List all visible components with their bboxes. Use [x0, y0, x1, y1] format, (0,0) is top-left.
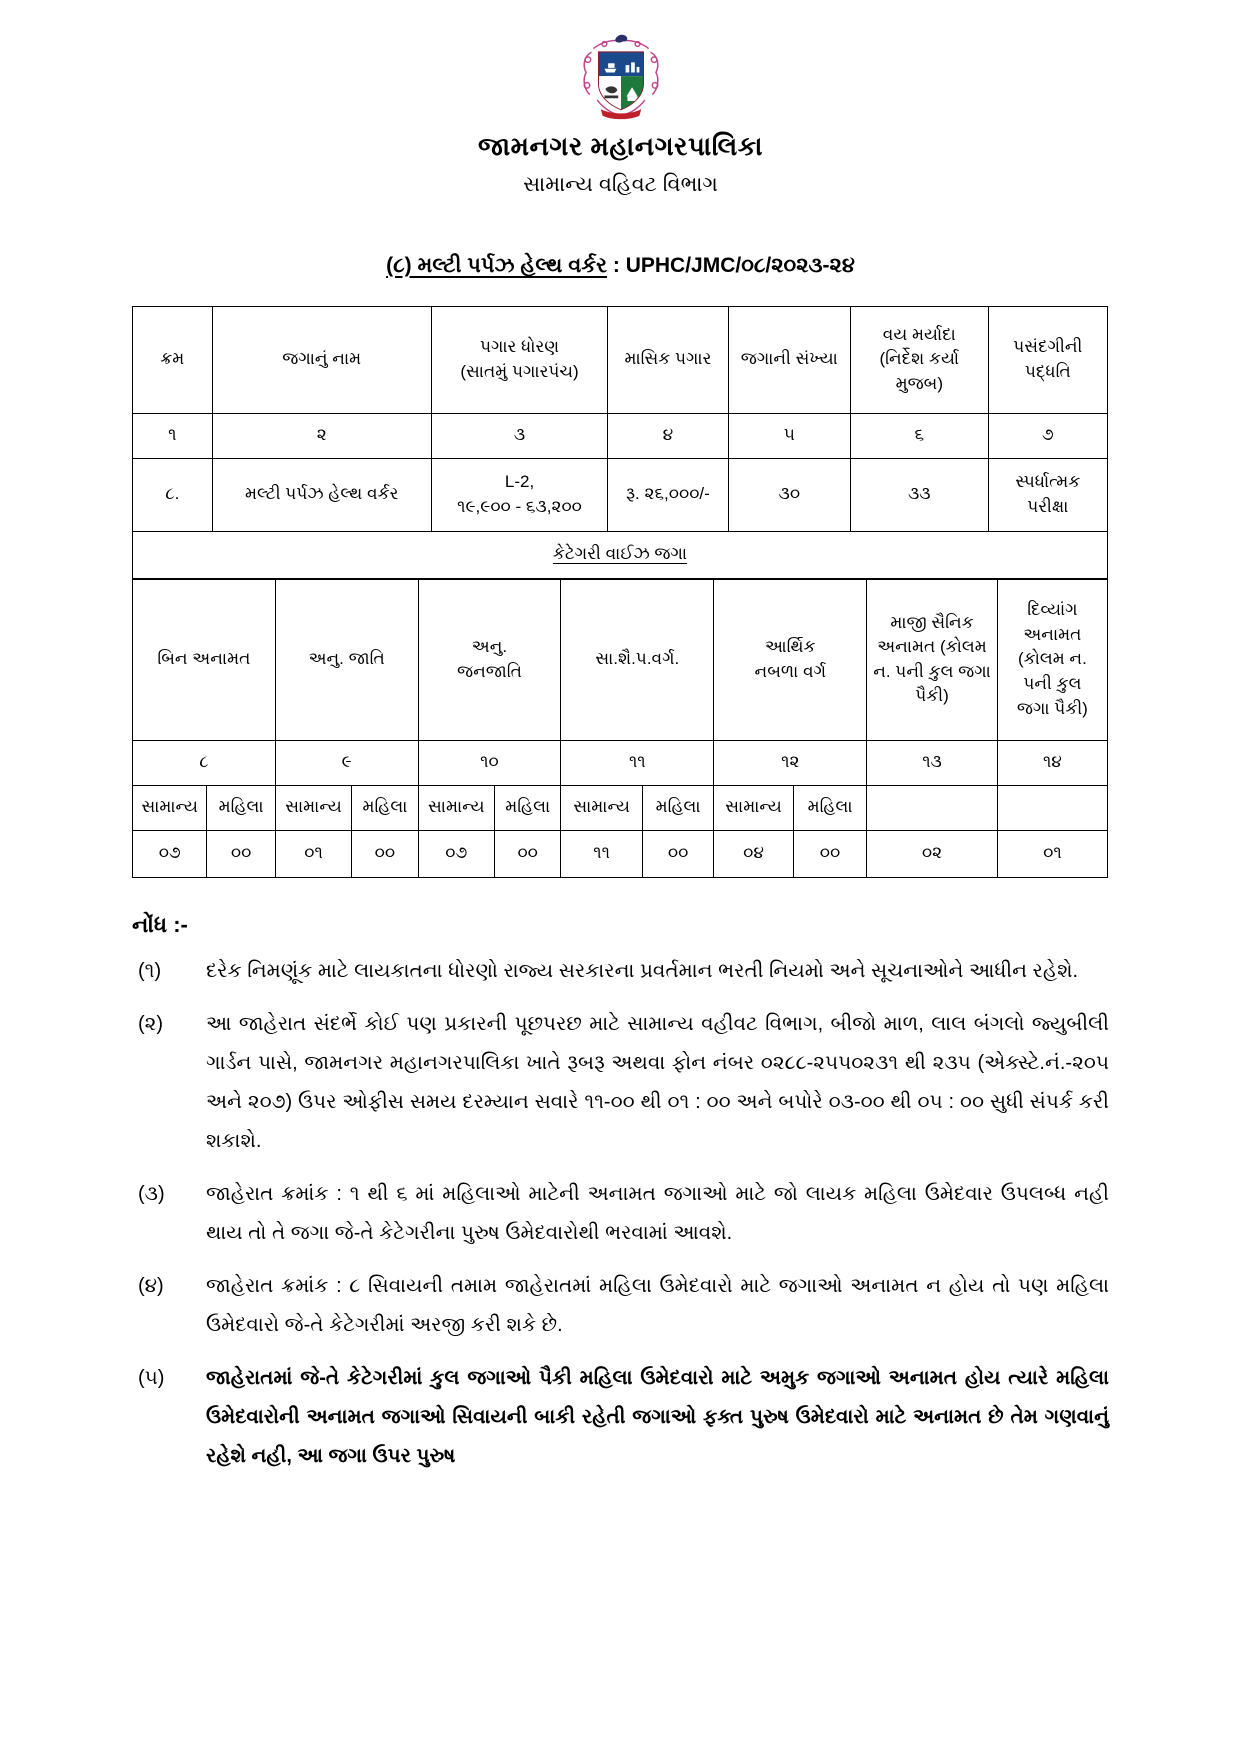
header-cell-monthly-pay: [608, 306, 728, 413]
jamnagar-municipal-corporation-emblem: [575, 32, 667, 124]
value-anu-janjati-general: ૦૭: [418, 830, 494, 877]
table-data-row: [133, 458, 1108, 531]
cat-header-line: અનુ.: [471, 637, 508, 657]
note-number: (૫): [138, 1366, 165, 1389]
subheader-general: સામાન્ય: [714, 785, 794, 830]
category-banner-text: કેટેગરી વાઈઝ જગા: [552, 544, 688, 564]
category-banner-cell: [133, 531, 1108, 578]
subheader-general: સામાન્ય: [275, 785, 351, 830]
category-banner-row: [133, 531, 1108, 578]
cat-header-divyang: [997, 579, 1107, 740]
cat-header-line: જનજાતિ: [457, 661, 522, 681]
value-bin-anamat-female: ૦૦: [207, 830, 275, 877]
col-number: ૭: [988, 413, 1107, 458]
post-title-line: [132, 254, 1109, 278]
note-item: [132, 1175, 1109, 1253]
header-line: પગાર ધોરણ: [479, 337, 560, 357]
cell-kram: ૮.: [133, 458, 213, 531]
cell-monthly-pay: રૂ. ૨૬,૦૦૦/-: [608, 458, 728, 531]
pay-scale-line: ૧૯,૯૦૦ - ૬૩,૨૦૦: [457, 496, 582, 516]
notes-heading: નોંધ :-: [132, 911, 188, 937]
header-cell-total-posts: [728, 306, 850, 413]
cat-col-number: ૮: [133, 740, 276, 785]
value-sebc-general: ૧૧: [561, 830, 643, 877]
cat-header-line: સા.શૈ.પ.વર્ગ.: [595, 649, 680, 669]
advertisement-code: UPHC/JMC/૦૮/૨૦૨૩-૨૪: [625, 253, 855, 277]
category-column-number-row: [133, 740, 1108, 785]
note-text: દરેક નિમણૂંક માટે લાયકાતના ધોરણો રાજ્ય સરકારના પ્રવર્તમાન ભરતી નિયમો અને સૂચનાઓને આધીન રહેશે.: [206, 959, 1079, 982]
cat-header-line: અનામત: [1023, 624, 1082, 644]
header-line: (સાતમું પગારપંચ): [460, 361, 579, 381]
cat-col-number: ૧૩: [867, 740, 998, 785]
subheader-female: મહિલા: [352, 785, 418, 830]
note-number: (૩): [138, 1182, 165, 1205]
subheader-female: મહિલા: [495, 785, 561, 830]
value-anu-jati-female: ૦૦: [352, 830, 418, 877]
post-details-table: [132, 306, 1108, 579]
header-line: માસિક પગાર: [624, 349, 712, 369]
note-text: જાહેરાત ક્રમાંક : ૮ સિવાયની તમામ જાહેરાતમાં મહિલા ઉમેદવારો માટે જગાઓ અનામત ન હોય તો પણ મહિલા ઉમેદવારો જે-તે કેટેગરીમાં અરજી કરી શકે છે.: [206, 1274, 1109, 1336]
note-number: (૪): [138, 1274, 164, 1297]
subheader-blank: [867, 785, 998, 830]
note-text: આ જાહેરાત સંદર્ભે કોઈ પણ પ્રકારની પૂછપરછ માટે સામાન્ય વહીવટ વિભાગ, બીજો માળ, લાલ બંગલો જ્યુબીલી ગાર્ડન પાસે, જામનગર મહાનગરપાલિકા ખાતે રૂબરૂ અથવા ફોન નંબર ૦૨૮૮-૨૫૫૦૨૩૧ થી ૨૩૫ (એક્સ્ટે.નં.-૨૦૫ અને ૨૦૭) ઉપર ઓફીસ સમય દરમ્યાન સવારે ૧૧-૦૦ થી ૦૧ : ૦૦ અને બપોરે ૦૩-૦૦ થી ૦૫ : ૦૦ સુધી સંપર્ક કરી શકાશે.: [206, 1012, 1109, 1152]
header-line: વય મર્યાદા: [882, 324, 956, 344]
value-bin-anamat-general: ૦૭: [133, 830, 207, 877]
department-subtitle: સામાન્ય વહિવટ વિભાગ: [523, 172, 718, 196]
cat-col-number: ૧૨: [714, 740, 867, 785]
cat-header-line: માજી સૈનિક: [890, 612, 974, 632]
value-ews-general: ૦૪: [714, 830, 794, 877]
cat-header-line: અનુ. જાતિ: [308, 649, 385, 669]
post-title-text: (૮) મલ્ટી પર્પઝ હેલ્થ વર્કર: [386, 253, 607, 277]
col-number: ૫: [728, 413, 850, 458]
header-line: પસંદગીની: [1013, 337, 1083, 357]
cat-header-ex-serviceman: [867, 579, 998, 740]
header-cell-post-name: [212, 306, 431, 413]
subheader-general: સામાન્ય: [561, 785, 643, 830]
subheader-blank: [997, 785, 1107, 830]
col-number: ૨: [212, 413, 431, 458]
cell-total-posts: ૩૦: [728, 458, 850, 531]
cat-col-number: ૧૦: [418, 740, 561, 785]
cell-age-limit: ૩૩: [850, 458, 988, 531]
selection-line: સ્પર્ધાત્મક: [1015, 472, 1081, 492]
post-title-separator: :: [612, 253, 620, 277]
value-ews-female: ૦૦: [793, 830, 866, 877]
cat-header-line: પની કુલ: [1023, 674, 1082, 694]
note-number: (૧): [138, 959, 162, 982]
note-item: [132, 952, 1109, 991]
subheader-general: સામાન્ય: [133, 785, 207, 830]
cat-header-ews: [714, 579, 867, 740]
cat-header-line: ન. પની કુલ જગા: [873, 661, 991, 681]
category-wise-table: [132, 579, 1108, 878]
subheader-female: મહિલા: [793, 785, 866, 830]
subheader-general: સામાન્ય: [418, 785, 494, 830]
category-values-row: [133, 830, 1108, 877]
header-line: (નિર્દેશ કર્યા: [879, 349, 960, 369]
cat-header-line: દિવ્યાંગ: [1027, 600, 1078, 620]
cat-col-number: ૧૪: [997, 740, 1107, 785]
organization-title: જામનગર મહાનગરપાલિકા: [477, 131, 763, 161]
col-number: ૪: [608, 413, 728, 458]
note-text: જાહેરાતમાં જે-તે કેટેગરીમાં કુલ જગાઓ પૈકી મહિલા ઉમેદવારો માટે અમુક જગાઓ અનામત હોય ત્યારે મહિલા ઉમેદવારોની અનામત જગાઓ સિવાયની બાકી રહેતી જગાઓ ફક્ત પુરુષ ઉમેદવારો માટે અનામત છે તેમ ગણવાનું રહેશે નહી, આ જગા ઉપર પુરુષ: [206, 1366, 1109, 1467]
header-line: ક્રમ: [160, 349, 185, 369]
col-number: ૩: [431, 413, 607, 458]
cat-header-line: જગા પૈકી): [1016, 698, 1088, 718]
cat-header-line: (કોલમ ન.: [1017, 649, 1087, 669]
cat-header-line: પૈકી): [915, 686, 949, 706]
cell-selection-method: [988, 458, 1107, 531]
selection-line: પરીક્ષા: [1027, 496, 1069, 516]
notes-list: [132, 952, 1109, 1476]
cell-post-name: મલ્ટી પર્પઝ હેલ્થ વર્કર: [212, 458, 431, 531]
cat-header-line: નબળા વર્ગ: [754, 661, 826, 681]
cell-pay-scale: [431, 458, 607, 531]
col-number: ૬: [850, 413, 988, 458]
header-line: જગાની સંખ્યા: [740, 349, 838, 369]
col-number: ૧: [133, 413, 213, 458]
subheader-female: મહિલા: [642, 785, 713, 830]
note-item: [132, 1005, 1109, 1161]
category-subheader-row: [133, 785, 1108, 830]
value-anu-jati-general: ૦૧: [275, 830, 351, 877]
header-cell-kram: [133, 306, 213, 413]
cat-header-anu-janjati: [418, 579, 561, 740]
emblem-container: [132, 32, 1109, 124]
value-sebc-female: ૦૦: [642, 830, 713, 877]
subheader-female: મહિલા: [207, 785, 275, 830]
cat-header-line: અનામત (કોલમ: [877, 637, 987, 657]
note-item: [132, 1359, 1109, 1476]
header-line: મુજબ): [895, 374, 943, 394]
header-cell-pay-scale: [431, 306, 607, 413]
table-column-number-row: [133, 413, 1108, 458]
cat-header-anu-jati: [275, 579, 418, 740]
value-anu-janjati-female: ૦૦: [495, 830, 561, 877]
cat-header-sebc: [561, 579, 714, 740]
value-divyang: ૦૧: [997, 830, 1107, 877]
table-header-row: [133, 306, 1108, 413]
category-header-row: [133, 579, 1108, 740]
cat-header-line: બિન અનામત: [157, 649, 251, 669]
header-line: પદ્ધતિ: [1024, 361, 1071, 381]
header-line: જગાનું નામ: [282, 349, 362, 369]
note-number: (૨): [138, 1012, 164, 1035]
cat-col-number: ૯: [275, 740, 418, 785]
note-text: જાહેરાત ક્રમાંક : ૧ થી ૬ માં મહિલાઓ માટેની અનામત જગાઓ માટે જો લાયક મહિલા ઉમેદવાર ઉપલબ્ધ નહી થાય તો તે જગા જે-તે કેટેગરીના પુરુષ ઉમેદવારોથી ભરવામાં આવશે.: [206, 1182, 1109, 1244]
cat-col-number: ૧૧: [561, 740, 714, 785]
value-ex-serviceman: ૦૨: [867, 830, 998, 877]
cat-header-line: આર્થિક: [765, 637, 816, 657]
header-cell-age-limit: [850, 306, 988, 413]
note-item: [132, 1267, 1109, 1345]
cat-header-bin-anamat: [133, 579, 276, 740]
pay-scale-line: L-2,: [504, 472, 535, 492]
header-cell-selection-method: [988, 306, 1107, 413]
